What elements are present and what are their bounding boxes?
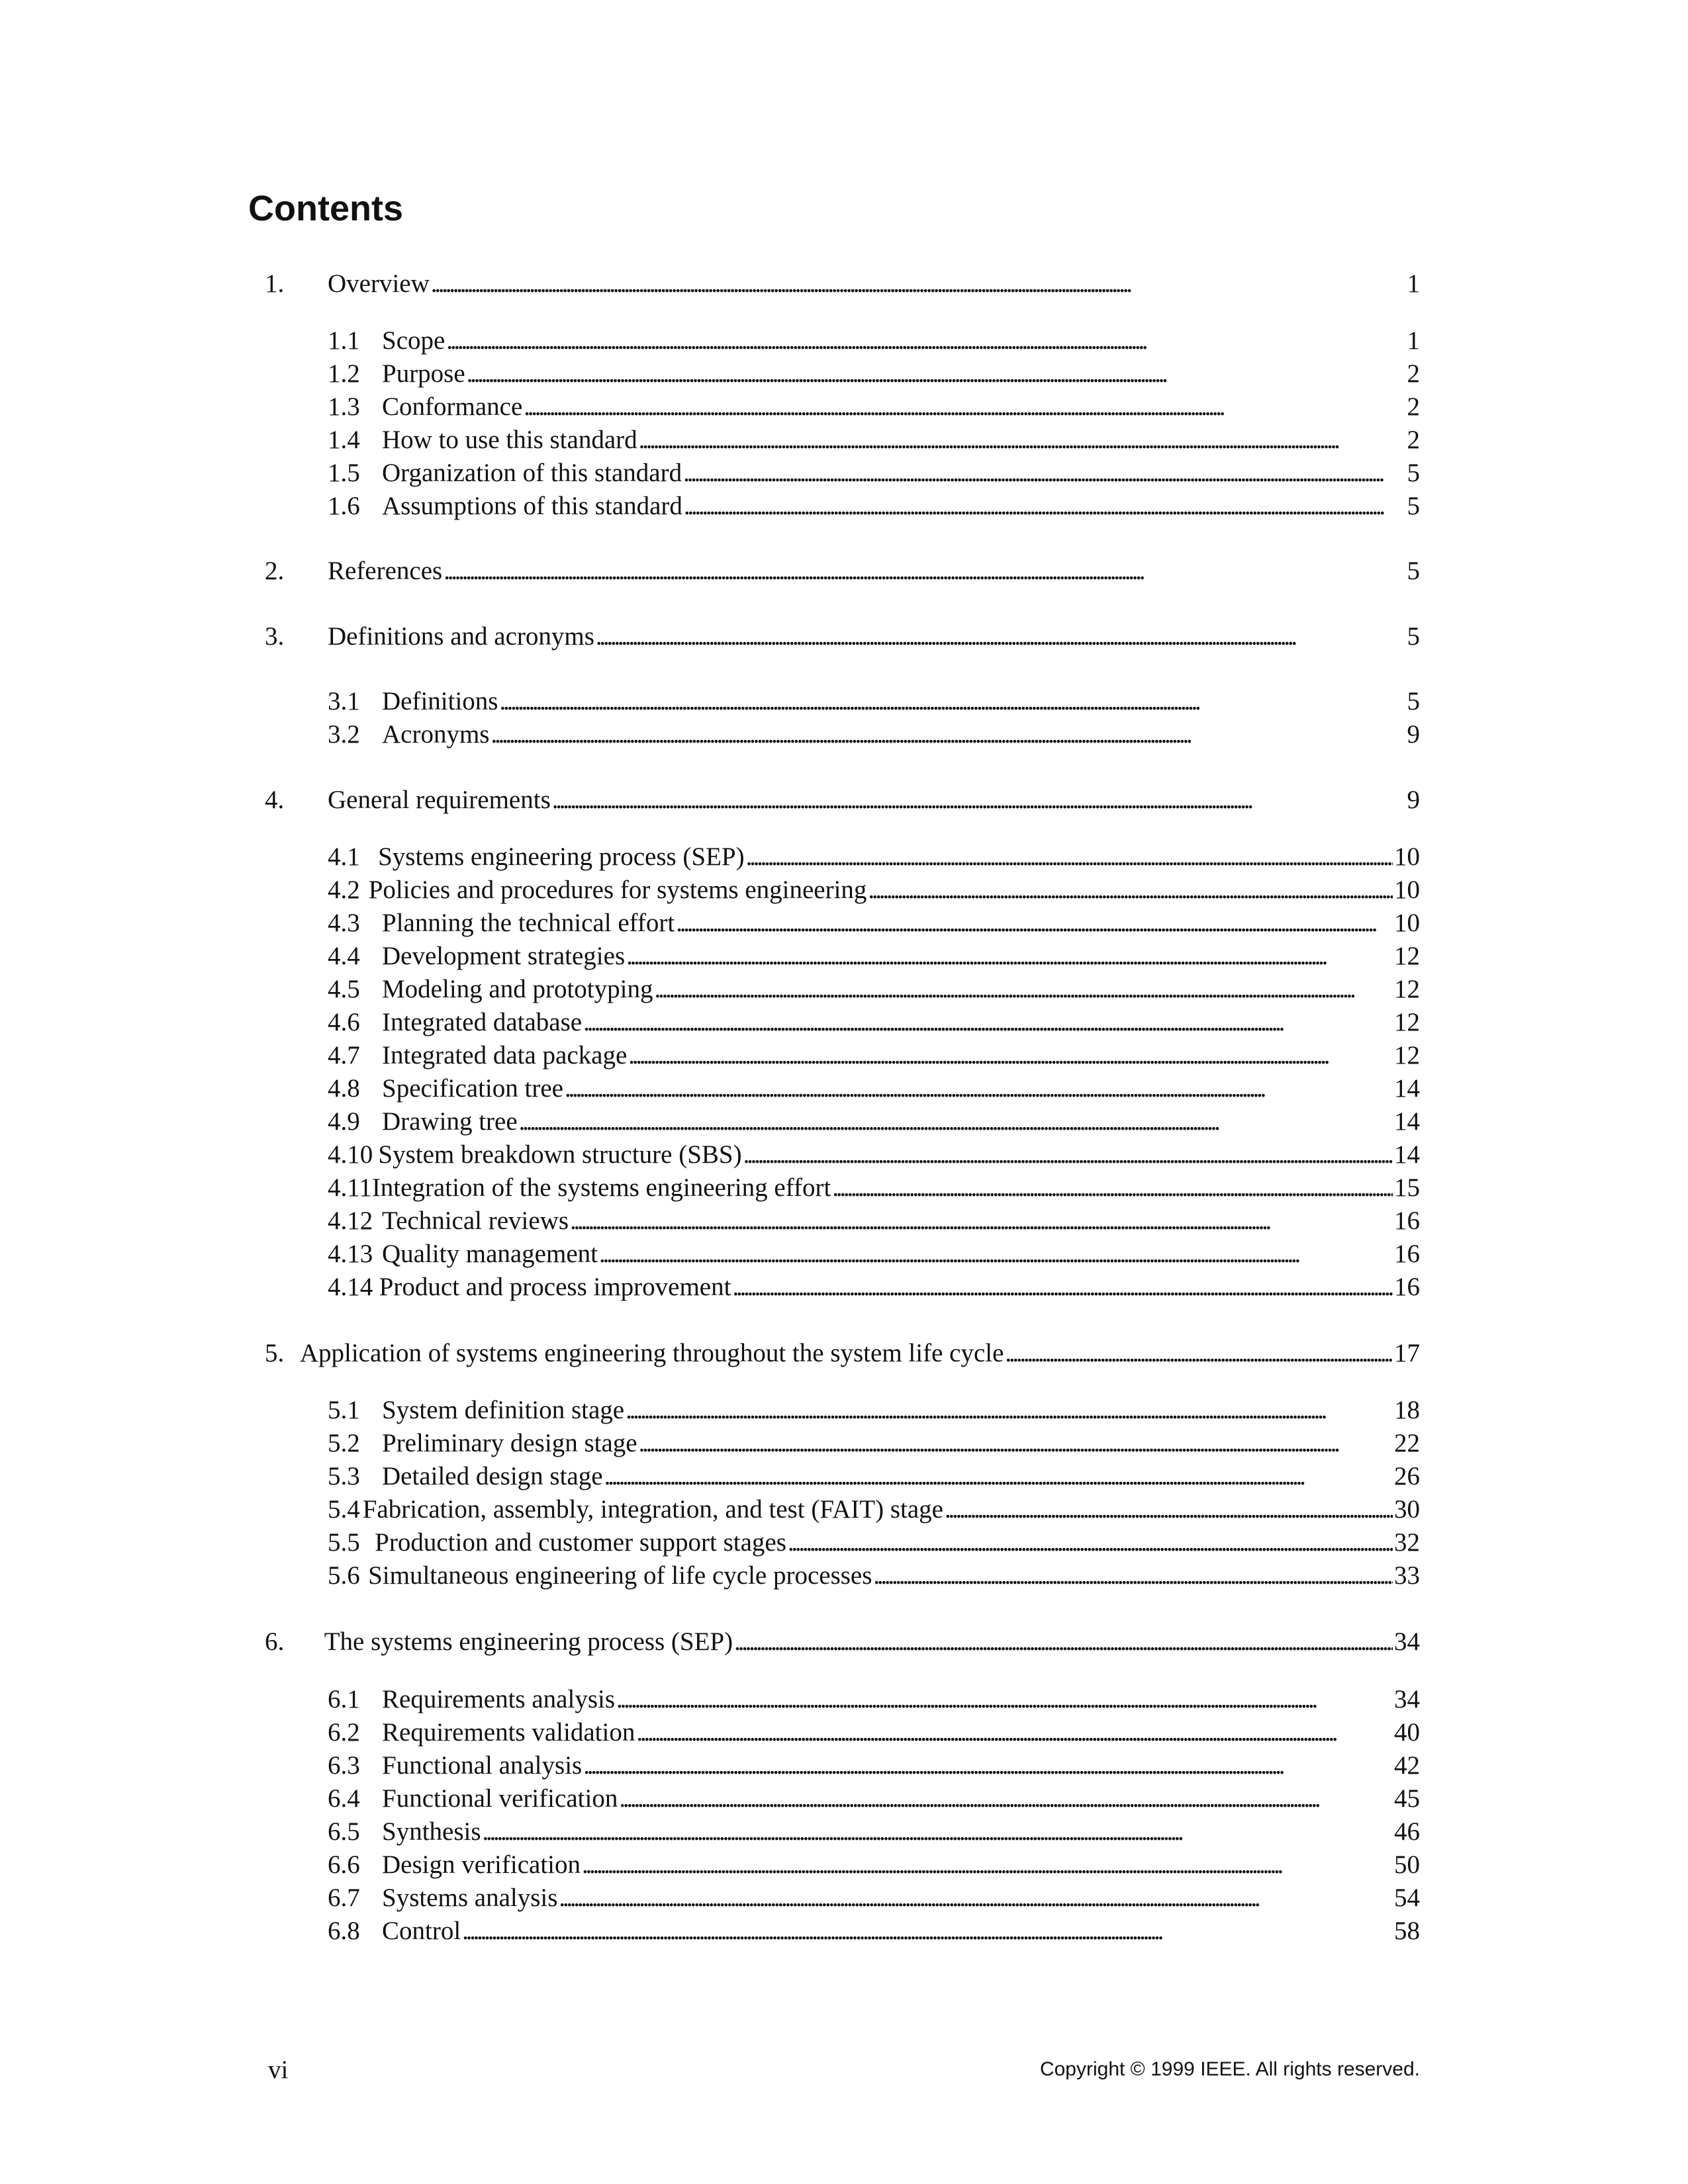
- toc-entry-number: 4.3: [328, 909, 360, 937]
- toc-section-entry[interactable]: [328, 1138, 1420, 1171]
- dot-leader: [565, 1072, 1393, 1105]
- toc-entry-number: 6.3: [328, 1751, 360, 1780]
- copyright-notice: Copyright © 1999 IEEE. All rights reserved.: [1039, 2058, 1420, 2080]
- dot-leader: [654, 973, 1393, 1006]
- toc-entry-page: 40: [1394, 1718, 1420, 1747]
- dot-leader: [582, 1848, 1393, 1882]
- dot-leader: [583, 1006, 1393, 1039]
- dot-leader: [519, 1105, 1393, 1138]
- toc-entry-title: System breakdown structure (SBS): [378, 1140, 742, 1169]
- toc-entry-number: 4.1: [328, 842, 360, 871]
- page-number: vi: [268, 2056, 289, 2084]
- toc-entry-page: 16: [1394, 1273, 1420, 1301]
- toc-entry-page: 10: [1394, 842, 1420, 871]
- page-title: Contents: [248, 189, 403, 228]
- dot-leader: [524, 390, 1405, 424]
- toc-entry-title: Specification tree: [382, 1074, 563, 1103]
- toc-section-entry[interactable]: [328, 874, 1420, 907]
- toc-entry-page: 33: [1394, 1561, 1420, 1590]
- dot-leader: [873, 1559, 1393, 1592]
- toc-entry-title: Overview: [328, 269, 430, 298]
- toc-entry-number: 6.2: [328, 1718, 360, 1747]
- toc-entry-title: Systems analysis: [382, 1884, 558, 1912]
- dot-leader: [559, 1882, 1393, 1915]
- toc-section-entry[interactable]: [328, 1749, 1420, 1782]
- toc-entry-page: 5: [1407, 687, 1420, 715]
- toc-chapter-entry[interactable]: [265, 555, 1420, 588]
- toc-entry-page: 30: [1394, 1495, 1420, 1524]
- toc-entry-title: Policies and procedures for systems engineering: [368, 876, 867, 904]
- toc-entry-page: 10: [1394, 876, 1420, 904]
- toc-entry-page: 17: [1394, 1339, 1420, 1367]
- toc-entry-title: Quality management: [382, 1240, 598, 1268]
- toc-entry-page: 16: [1394, 1206, 1420, 1235]
- toc-entry-title: Definitions: [382, 687, 498, 715]
- dot-leader: [1005, 1337, 1393, 1370]
- toc-section-entry[interactable]: [328, 490, 1420, 523]
- toc-entry-title: Integrated database: [382, 1008, 583, 1036]
- toc-entry-number: 1.4: [328, 426, 360, 454]
- toc-entry-page: 1: [1407, 269, 1420, 298]
- toc-section-entry[interactable]: [328, 1205, 1420, 1238]
- toc-entry-number: 1.3: [328, 392, 360, 421]
- toc-entry-number: 5.: [265, 1339, 285, 1367]
- toc-entry-page: 2: [1407, 392, 1420, 421]
- toc-entry-page: 34: [1394, 1627, 1420, 1656]
- toc-entry-title: Systems engineering process (SEP): [378, 842, 745, 871]
- toc-entry-title: Development strategies: [382, 942, 626, 970]
- toc-entry-page: 14: [1394, 1107, 1420, 1136]
- toc-entry-number: 4.10: [328, 1140, 373, 1169]
- toc-entry-page: 32: [1394, 1528, 1420, 1557]
- toc-entry-number: 6.4: [328, 1784, 360, 1813]
- dot-leader: [832, 1171, 1393, 1205]
- toc-entry-number: 6.8: [328, 1917, 360, 1945]
- toc-section-entry[interactable]: [328, 1782, 1420, 1815]
- toc-section-entry[interactable]: [328, 940, 1420, 973]
- toc-section-entry[interactable]: [328, 1882, 1420, 1915]
- toc-entry-number: 1.1: [328, 326, 360, 355]
- toc-entry-number: 1.6: [328, 492, 360, 520]
- toc-entry-page: 5: [1407, 492, 1420, 520]
- dot-leader: [491, 718, 1405, 751]
- toc-entry-title: Scope: [382, 326, 445, 355]
- toc-entry-title: System definition stage: [382, 1396, 625, 1424]
- toc-entry-title: Fabrication, assembly, integration, and test (FAIT) stage: [362, 1495, 943, 1524]
- toc-entry-number: 1.: [265, 269, 285, 298]
- toc-entry-title: Preliminary design stage: [382, 1429, 637, 1457]
- toc-entry-title: Purpose: [382, 359, 465, 388]
- toc-entry-title: Assumptions of this standard: [382, 492, 682, 520]
- toc-entry-number: 5.5: [328, 1528, 360, 1557]
- toc-entry-number: 5.6: [328, 1561, 360, 1590]
- toc-section-entry[interactable]: [328, 457, 1420, 490]
- dot-leader: [619, 1782, 1393, 1815]
- toc-section-entry[interactable]: [328, 1848, 1420, 1882]
- toc-entry-number: 6.6: [328, 1850, 360, 1879]
- toc-section-entry[interactable]: [328, 685, 1420, 718]
- toc-entry-page: 10: [1394, 909, 1420, 937]
- toc-entry-number: 4.5: [328, 975, 360, 1003]
- dot-leader: [788, 1526, 1393, 1559]
- dot-leader: [628, 1039, 1393, 1072]
- toc-section-entry[interactable]: [328, 424, 1420, 457]
- dot-leader: [683, 457, 1405, 490]
- toc-entry-page: 12: [1394, 1041, 1420, 1069]
- toc-entry-number: 4.6: [328, 1008, 360, 1036]
- toc-entry-page: 1: [1407, 326, 1420, 355]
- dot-leader: [467, 357, 1406, 390]
- toc-entry-title: Production and customer support stages: [375, 1528, 786, 1557]
- dot-leader: [431, 267, 1406, 300]
- toc-entry-page: 26: [1394, 1462, 1420, 1490]
- toc-section-entry[interactable]: [328, 390, 1420, 424]
- toc-entry-page: 45: [1394, 1784, 1420, 1813]
- toc-entry-number: 4.: [265, 786, 285, 814]
- toc-section-entry[interactable]: [328, 718, 1420, 751]
- toc-chapter-entry[interactable]: [265, 784, 1420, 817]
- toc-entry-number: 2.: [265, 557, 285, 585]
- toc-entry-title: Definitions and acronyms: [328, 622, 594, 651]
- toc-entry-page: 14: [1394, 1140, 1420, 1169]
- dot-leader: [636, 1716, 1393, 1749]
- dot-leader: [570, 1205, 1393, 1238]
- toc-section-entry[interactable]: [328, 841, 1420, 874]
- dot-leader: [626, 1394, 1393, 1427]
- dot-leader: [945, 1493, 1393, 1526]
- toc-entry-title: Control: [382, 1917, 461, 1945]
- toc-entry-page: 12: [1394, 1008, 1420, 1036]
- toc-entry-page: 5: [1407, 622, 1420, 651]
- toc-chapter-entry[interactable]: [265, 1625, 1420, 1659]
- toc-chapter-entry[interactable]: [265, 1337, 1420, 1370]
- dot-leader: [639, 1427, 1393, 1460]
- toc-entry-page: 46: [1394, 1817, 1420, 1846]
- toc-entry-page: 16: [1394, 1240, 1420, 1268]
- toc-entry-title: Technical reviews: [382, 1206, 569, 1235]
- toc-entry-page: 18: [1394, 1396, 1420, 1424]
- toc-entry-number: 5.3: [328, 1462, 360, 1490]
- toc-section-entry[interactable]: [328, 357, 1420, 390]
- toc-entry-number: 5.2: [328, 1429, 360, 1457]
- dot-leader: [639, 424, 1406, 457]
- toc-entry-number: 4.14: [328, 1273, 373, 1301]
- toc-entry-number: 4.7: [328, 1041, 360, 1069]
- toc-section-entry[interactable]: [328, 1493, 1420, 1526]
- toc-entry-number: 3.: [265, 622, 285, 651]
- toc-entry-title: Acronyms: [382, 720, 490, 749]
- toc-section-entry[interactable]: [328, 1683, 1420, 1716]
- toc-section-entry[interactable]: [328, 1006, 1420, 1039]
- toc-entry-page: 2: [1407, 426, 1420, 454]
- toc-section-entry[interactable]: [328, 1072, 1420, 1105]
- toc-entry-title: References: [328, 557, 443, 585]
- dot-leader: [616, 1683, 1393, 1716]
- dot-leader: [552, 784, 1406, 817]
- toc-entry-number: 5.4: [328, 1495, 360, 1524]
- toc-entry-number: 4.12: [328, 1206, 373, 1235]
- toc-section-entry[interactable]: [328, 1559, 1420, 1592]
- toc-entry-title: Application of systems engineering throughout the system life cycle: [299, 1339, 1004, 1367]
- dot-leader: [583, 1749, 1393, 1782]
- toc-section-entry[interactable]: [328, 1526, 1420, 1559]
- toc-chapter-entry[interactable]: [265, 620, 1420, 653]
- dot-leader: [604, 1460, 1393, 1493]
- toc-entry-number: 3.1: [328, 687, 360, 715]
- dot-leader: [626, 940, 1393, 973]
- toc-entry-page: 2: [1407, 359, 1420, 388]
- toc-entry-page: 42: [1394, 1751, 1420, 1780]
- toc-entry-number: 5.1: [328, 1396, 360, 1424]
- toc-entry-number: 4.9: [328, 1107, 360, 1136]
- toc-entry-title: Integrated data package: [382, 1041, 628, 1069]
- toc-entry-page: 14: [1394, 1074, 1420, 1103]
- toc-entry-number: 4.4: [328, 942, 360, 970]
- toc-entry-title: The systems engineering process (SEP): [324, 1627, 733, 1656]
- toc-entry-number: 4.13: [328, 1240, 373, 1268]
- dot-leader: [868, 874, 1393, 907]
- dot-leader: [684, 490, 1406, 523]
- toc-entry-page: 12: [1394, 942, 1420, 970]
- toc-entry-number: 3.2: [328, 720, 360, 749]
- dot-leader: [499, 685, 1405, 718]
- toc-entry-title: Planning the technical effort: [382, 909, 675, 937]
- toc-entry-page: 15: [1394, 1173, 1420, 1202]
- toc-entry-number: 1.5: [328, 459, 360, 487]
- toc-entry-page: 5: [1407, 459, 1420, 487]
- toc-entry-title: Functional verification: [382, 1784, 618, 1813]
- toc-entry-title: Drawing tree: [382, 1107, 518, 1136]
- toc-entry-title: Conformance: [382, 392, 523, 421]
- toc-entry-number: 6.5: [328, 1817, 360, 1846]
- toc-entry-title: Modeling and prototyping: [382, 975, 653, 1003]
- toc-entry-title: Simultaneous engineering of life cycle processes: [368, 1561, 872, 1590]
- toc-chapter-entry[interactable]: [265, 267, 1420, 300]
- toc-entry-title: Design verification: [382, 1850, 581, 1879]
- toc-entry-title: Integration of the systems engineering effort: [371, 1173, 831, 1202]
- toc-entry-number: 4.11: [328, 1173, 372, 1202]
- toc-entry-page: 58: [1394, 1917, 1420, 1945]
- toc-entry-page: 22: [1394, 1429, 1420, 1457]
- toc-entry-title: Detailed design stage: [382, 1462, 603, 1490]
- toc-section-entry[interactable]: [328, 1171, 1420, 1205]
- toc-entry-title: General requirements: [328, 786, 551, 814]
- dot-leader: [676, 907, 1393, 940]
- toc-entry-number: 6.1: [328, 1685, 360, 1713]
- toc-section-entry[interactable]: [328, 1427, 1420, 1460]
- toc-entry-page: 9: [1407, 720, 1420, 749]
- toc-section-entry[interactable]: [328, 1238, 1420, 1271]
- toc-entry-page: 34: [1394, 1685, 1420, 1713]
- toc-entry-title: Organization of this standard: [382, 459, 682, 487]
- dot-leader: [734, 1625, 1393, 1659]
- toc-section-entry[interactable]: [328, 1815, 1420, 1848]
- toc-section-entry[interactable]: [328, 324, 1420, 357]
- toc-entry-page: 5: [1407, 557, 1420, 585]
- toc-section-entry[interactable]: [328, 1915, 1420, 1948]
- dot-leader: [596, 620, 1406, 653]
- dot-leader: [446, 324, 1405, 357]
- toc-section-entry[interactable]: [328, 1105, 1420, 1138]
- toc-entry-number: 6.: [265, 1627, 285, 1656]
- toc-section-entry[interactable]: [328, 1039, 1420, 1072]
- toc-section-entry[interactable]: [328, 1394, 1420, 1427]
- toc-entry-page: 9: [1407, 786, 1420, 814]
- toc-entry-title: Synthesis: [382, 1817, 481, 1846]
- dot-leader: [743, 1138, 1393, 1171]
- toc-entry-title: Functional analysis: [382, 1751, 583, 1780]
- toc-section-entry[interactable]: [328, 1271, 1420, 1304]
- dot-leader: [444, 555, 1405, 588]
- toc-entry-page: 54: [1394, 1884, 1420, 1912]
- toc-entry-number: 4.8: [328, 1074, 360, 1103]
- toc-section-entry[interactable]: [328, 1716, 1420, 1749]
- toc-section-entry[interactable]: [328, 907, 1420, 940]
- toc-entry-page: 50: [1394, 1850, 1420, 1879]
- toc-entry-title: How to use this standard: [382, 426, 637, 454]
- toc-section-entry[interactable]: [328, 1460, 1420, 1493]
- dot-leader: [462, 1915, 1393, 1948]
- toc-entry-number: 1.2: [328, 359, 360, 388]
- toc-entry-number: 4.2: [328, 876, 360, 904]
- dot-leader: [599, 1238, 1393, 1271]
- toc-entry-title: Product and process improvement: [379, 1273, 731, 1301]
- dot-leader: [732, 1271, 1393, 1304]
- toc-entry-page: 12: [1394, 975, 1420, 1003]
- toc-entry-title: Requirements analysis: [382, 1685, 616, 1713]
- dot-leader: [483, 1815, 1393, 1848]
- toc-entry-number: 6.7: [328, 1884, 360, 1912]
- toc-entry-title: Requirements validation: [382, 1718, 635, 1747]
- dot-leader: [746, 841, 1393, 874]
- toc-section-entry[interactable]: [328, 973, 1420, 1006]
